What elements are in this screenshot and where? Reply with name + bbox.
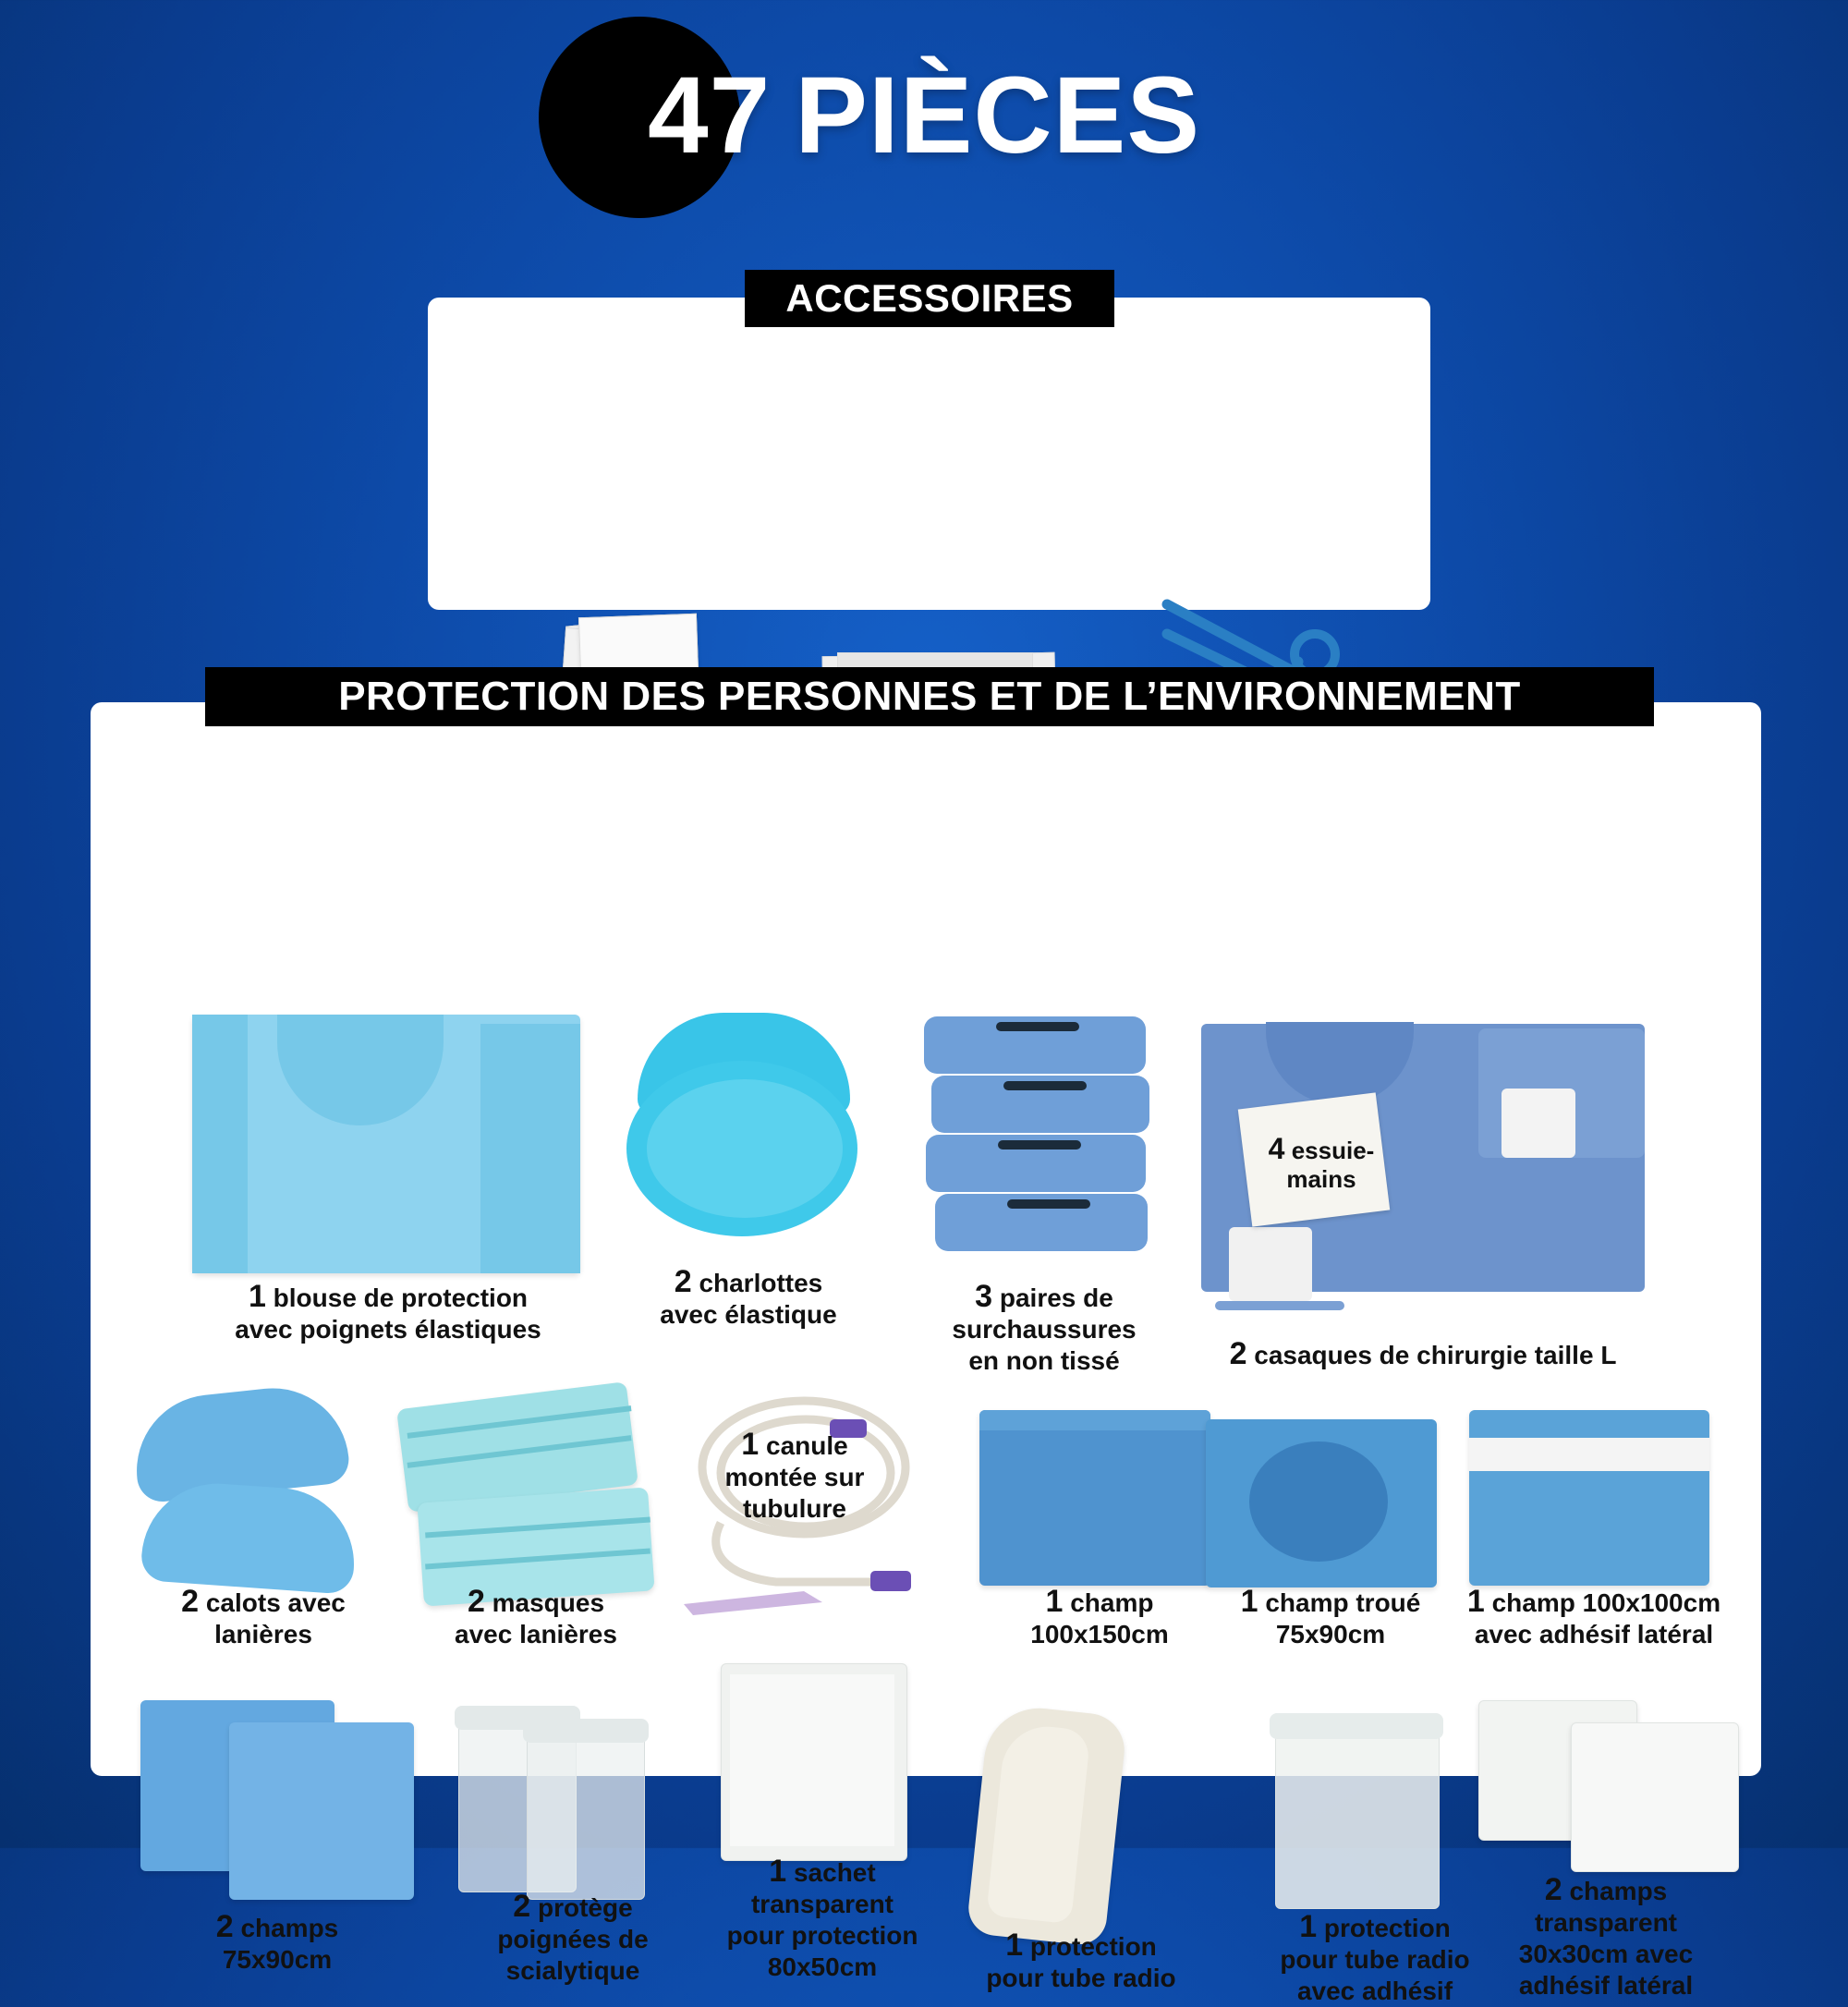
label-champs-transp-3: 30x30cm avec — [1518, 1940, 1694, 1968]
light-handle-cover-icon — [527, 1726, 645, 1900]
label-protection-adhesif-2: pour tube radio — [1280, 1945, 1470, 1974]
label-calots-1: calots avec — [205, 1588, 346, 1617]
label-champs-transp-2: transparent — [1534, 1908, 1678, 1937]
label-champ-troue-2: 75x90cm — [1275, 1620, 1386, 1648]
label-champ-adhesif-2: avec adhésif latéral — [1474, 1620, 1714, 1648]
page-title-count: 47 — [647, 55, 772, 176]
label-essuie-1: essuie- — [1291, 1137, 1375, 1164]
drape-pair-icon — [229, 1722, 414, 1900]
label-champ-100x150-2: 100x150cm — [1030, 1620, 1169, 1648]
label-protege-1: protège — [538, 1893, 633, 1922]
label-surchaussures-3: en non tissé — [968, 1346, 1120, 1375]
caption-champs-75x90 — [139, 1911, 416, 1976]
caption-protection-tube-adhesif — [1246, 1911, 1504, 2007]
protective-gown-icon — [192, 1015, 248, 1273]
qty-champ-100x150: 1 — [1045, 1584, 1064, 1619]
label-protection-tube-2: pour tube radio — [986, 1964, 1176, 1992]
protection-title: PROTECTION DES PERSONNES ET DE L’ENVIRONNEMENT — [205, 667, 1654, 726]
surgical-gown-cuff-icon — [1502, 1089, 1575, 1158]
label-champ-100x150-1: champ — [1070, 1588, 1154, 1617]
page-header — [0, 0, 1848, 248]
shoe-cover-elastic-icon — [1003, 1081, 1087, 1090]
drape-icon — [979, 1410, 1210, 1430]
accessoires-panel — [428, 298, 1430, 610]
qty-protection-adhesif: 1 — [1299, 1909, 1318, 1944]
light-handle-cover-icon — [523, 1719, 649, 1743]
shoe-cover-elastic-icon — [998, 1140, 1081, 1149]
label-surchaussures-2: surchaussures — [952, 1315, 1137, 1344]
qty-blouse: 1 — [248, 1279, 266, 1314]
caption-essuie-mains — [1229, 1132, 1414, 1194]
adhesive-drape-icon — [1469, 1410, 1709, 1586]
label-protection-adhesif-3: avec adhésif — [1296, 1977, 1453, 2005]
label-masques-1: masques — [492, 1588, 605, 1617]
fenestrated-drape-hole-icon — [1249, 1441, 1388, 1562]
caption-casaques — [1183, 1338, 1663, 1371]
qty-charlottes: 2 — [674, 1264, 692, 1299]
radio-tube-adhesive-cover-icon — [1270, 1713, 1443, 1739]
accessoires-title: ACCESSOIRES — [745, 270, 1114, 327]
qty-essuie-mains: 4 — [1268, 1132, 1285, 1165]
label-canule-3: tubulure — [743, 1494, 846, 1523]
label-essuie-2: mains — [1286, 1165, 1356, 1193]
protective-gown-icon — [480, 1024, 580, 1273]
radio-tube-adhesive-cover-icon — [1275, 1726, 1440, 1909]
label-surchaussures-1: paires de — [999, 1283, 1113, 1312]
transparent-drape-icon — [1571, 1722, 1739, 1872]
qty-surchaussures: 3 — [975, 1279, 993, 1314]
caption-protection-tube-radio — [942, 1929, 1220, 1994]
surgical-gown-cuff-icon — [1229, 1227, 1312, 1301]
qty-champs-transparents: 2 — [1544, 1872, 1562, 1907]
caption-calots — [129, 1586, 397, 1650]
shoe-cover-elastic-icon — [1007, 1199, 1090, 1209]
bouffant-cap-icon — [647, 1079, 843, 1218]
label-champs-75x90-1: champs — [240, 1914, 339, 1942]
label-sachet-2: transparent — [750, 1890, 894, 1918]
qty-protege-poignees: 2 — [513, 1889, 531, 1924]
label-champs-75x90-2: 75x90cm — [222, 1945, 333, 1974]
label-masques-2: avec lanières — [455, 1620, 617, 1648]
label-protection-tube-1: protection — [1029, 1932, 1157, 1961]
label-champs-transp-1: champs — [1569, 1877, 1668, 1905]
qty-champs-75x90: 2 — [215, 1909, 234, 1944]
qty-champ-adhesif: 1 — [1466, 1584, 1485, 1619]
label-charlottes-2: avec élastique — [660, 1300, 837, 1329]
caption-protege-poignees — [444, 1891, 702, 1987]
caption-champ-adhesif — [1441, 1586, 1746, 1650]
qty-sachet: 1 — [769, 1854, 787, 1889]
label-protection-adhesif-1: protection — [1323, 1914, 1451, 1942]
qty-canule: 1 — [741, 1427, 760, 1462]
label-sachet-1: sachet — [793, 1858, 876, 1887]
label-canule-2: montée sur — [724, 1463, 865, 1491]
qty-calots: 2 — [181, 1584, 200, 1619]
qty-champ-troue: 1 — [1240, 1584, 1258, 1619]
label-protege-3: scialytique — [505, 1956, 640, 1985]
qty-protection-tube: 1 — [1005, 1928, 1024, 1963]
label-champs-transp-4: adhésif latéral — [1518, 1971, 1694, 2000]
caption-masques — [407, 1586, 665, 1650]
drape-icon — [979, 1410, 1210, 1586]
label-blouse-1: blouse de protection — [273, 1283, 529, 1312]
transparent-bag-icon — [730, 1674, 894, 1846]
gown-tie-icon — [1215, 1301, 1344, 1310]
caption-charlottes — [610, 1266, 887, 1331]
label-blouse-2: avec poignets élastiques — [235, 1315, 541, 1344]
caption-blouse — [157, 1281, 619, 1345]
label-canule-1: canule — [766, 1431, 848, 1460]
caption-champ-troue — [1192, 1586, 1469, 1650]
label-calots-2: lanières — [214, 1620, 312, 1648]
caption-champs-transparents — [1467, 1874, 1745, 2001]
label-sachet-4: 80x50cm — [767, 1952, 878, 1981]
qty-casaques: 2 — [1229, 1336, 1247, 1371]
shoe-cover-elastic-icon — [996, 1022, 1079, 1031]
qty-masques: 2 — [467, 1584, 485, 1619]
label-protege-2: poignées de — [497, 1925, 649, 1953]
label-charlottes-1: charlottes — [699, 1269, 823, 1297]
page-title-word: PIÈCES — [795, 55, 1201, 176]
caption-canule — [684, 1429, 906, 1525]
adhesive-strip-icon — [1469, 1438, 1709, 1471]
page-title — [0, 55, 1848, 176]
caption-surchaussures — [906, 1281, 1183, 1377]
label-champ-troue-1: champ troué — [1265, 1588, 1421, 1617]
label-sachet-3: pour protection — [726, 1921, 918, 1950]
caption-sachet — [702, 1855, 942, 1983]
label-casaques-1: casaques de chirurgie taille L — [1254, 1341, 1617, 1369]
label-champ-adhesif-1: champ 100x100cm — [1491, 1588, 1721, 1617]
